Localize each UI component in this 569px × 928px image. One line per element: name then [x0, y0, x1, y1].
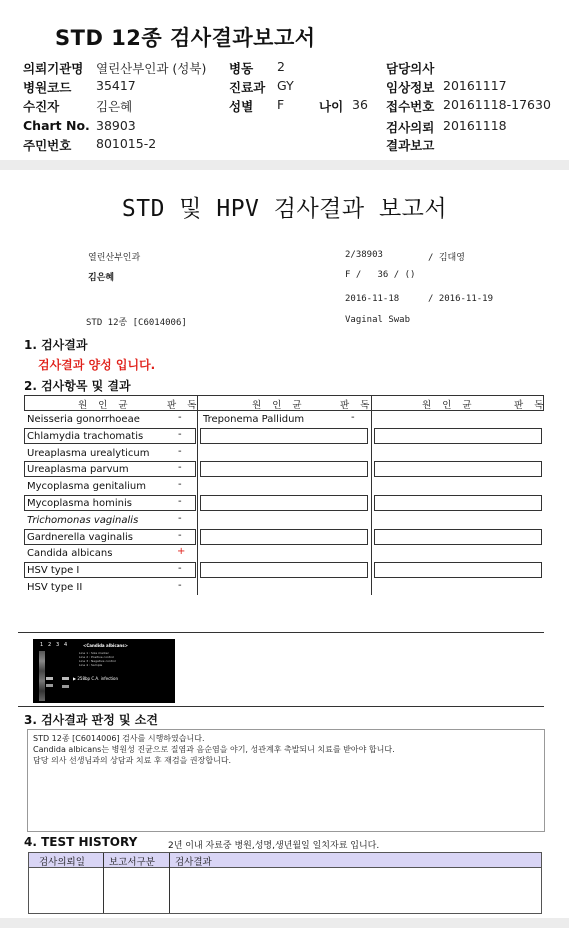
- age-label: 나이: [319, 99, 344, 114]
- pathogen-result: -: [178, 462, 182, 473]
- history-table: [28, 852, 542, 914]
- chart-no-value: 38903: [96, 118, 136, 133]
- gel-band: [62, 685, 69, 688]
- institution-value: 열린산부인과 (성북): [96, 61, 207, 76]
- gel-band-label: ▶ 258bp C.A. infection: [73, 676, 118, 681]
- ward-value: 2: [277, 59, 285, 74]
- history-header: [29, 853, 541, 868]
- gel-band: [46, 684, 53, 687]
- pathogen-name: Mycoplasma genitalium: [27, 481, 146, 492]
- col3-judgement-header: 판 독: [514, 400, 548, 411]
- gel-band: [46, 677, 53, 680]
- gel-bottom-line: [18, 706, 544, 707]
- gel-legend-line: Line 3 : Negative control: [79, 659, 116, 663]
- section1-result: 검사결과 양성 입니다.: [38, 358, 156, 372]
- empty-result-box: [374, 529, 542, 545]
- pathogen-result: -: [178, 513, 182, 524]
- report-date-received: 2016-11-18: [345, 294, 400, 304]
- report-sex-age: F / 36 / (): [345, 270, 416, 280]
- pathogen-result: -: [178, 563, 182, 574]
- pathogen-name: Mycoplasma hominis: [27, 498, 132, 509]
- empty-result-box: [374, 495, 542, 511]
- pathogen-result: -: [178, 479, 182, 490]
- marker-lane: [39, 651, 45, 701]
- ward-label: 병동: [229, 61, 254, 76]
- history-col-result: 검사결과: [175, 857, 212, 868]
- pathogen-result: -: [178, 446, 182, 457]
- report-header-title: STD 12종 검사결과보고서: [55, 26, 316, 50]
- col1-pathogen-header: 원 인 균: [78, 400, 132, 411]
- report-date-reported: / 2016-11-19: [428, 294, 494, 304]
- sex-label: 성별: [229, 99, 254, 114]
- col2-pathogen-header: 원 인 균: [252, 400, 306, 411]
- clinical-info-label: 임상정보: [386, 80, 435, 95]
- report-ward-chart: 2/38903: [345, 250, 383, 260]
- table-left-edge: [24, 395, 25, 411]
- dept-value: GY: [277, 78, 294, 93]
- opinion-line: Candida albicans는 병원성 진균으로 질염과 음순염을 야기, 성관계후 촉발되니 치료를 받아야 합니다.: [33, 745, 395, 754]
- gel-image: [33, 639, 175, 703]
- sex-value: F: [277, 97, 285, 112]
- lane-number: 1: [40, 642, 44, 648]
- pathogen-name-positive: Candida albicans: [27, 548, 113, 559]
- section4-note: 2년 이내 자료중 병원,성명,생년월일 일치자료 입니다.: [168, 841, 380, 851]
- gel-legend-line: Line 2 : Positive control: [79, 655, 114, 659]
- hospital-code-value: 35417: [96, 78, 136, 93]
- empty-result-box: [200, 495, 368, 511]
- clinical-info-value: 20161117: [443, 78, 507, 93]
- request-date-label: 검사의뢰: [386, 120, 435, 135]
- empty-result-box: [200, 428, 368, 444]
- id-label: 주민번호: [23, 138, 72, 153]
- pathogen-result: -: [178, 530, 182, 541]
- pathogen-name: Neisseria gonorrhoeae: [27, 414, 140, 425]
- patient-value: 김은혜: [96, 99, 133, 114]
- section-divider: [0, 160, 569, 170]
- table-divider-2: [371, 395, 372, 595]
- institution-label: 의뢰기관명: [23, 61, 84, 76]
- pathogen-name: Trichomonas vaginalis: [27, 515, 139, 526]
- result-report-label: 결과보고: [386, 138, 435, 153]
- empty-result-box: [374, 428, 542, 444]
- empty-result-box: [200, 461, 368, 477]
- lane-number: 2: [48, 642, 52, 648]
- pathogen-name: Treponema Pallidum: [203, 414, 305, 425]
- chart-no-label: Chart No.: [23, 118, 90, 133]
- section3-title: 3. 검사결과 판정 및 소견: [24, 713, 158, 727]
- report-doctor: / 김대영: [428, 253, 465, 263]
- report-clinic: 열린산부인과: [88, 253, 141, 263]
- col2-judgement-header: 판 독: [340, 400, 374, 411]
- opinion-box: [27, 729, 545, 832]
- pathogen-name: Gardnerella vaginalis: [27, 532, 133, 543]
- gel-legend-line: Line 1 : Size marker: [79, 651, 109, 655]
- pathogen-name: HSV type II: [27, 582, 83, 593]
- lane-number: 3: [56, 642, 60, 648]
- pathogen-name: Chlamydia trachomatis: [27, 431, 144, 442]
- opinion-line: 담당 의사 선생님과의 상담과 치료 후 재검을 권장합니다.: [33, 756, 232, 765]
- pathogen-name: HSV type I: [27, 565, 80, 576]
- history-col-report-type: 보고서구분: [109, 857, 155, 868]
- col1-judgement-header: 판 독: [167, 400, 201, 411]
- history-col-divider: [103, 853, 104, 913]
- gel-legend-line: Line 4 : Sample: [79, 663, 103, 667]
- request-date-value: 20161118: [443, 118, 507, 133]
- pathogen-name: Ureaplasma urealyticum: [27, 448, 150, 459]
- footer-band: [0, 918, 569, 928]
- section2-title: 2. 검사항목 및 결과: [24, 379, 131, 393]
- gel-top-line: [18, 632, 544, 633]
- dept-label: 진료과: [229, 80, 266, 95]
- lane-number: 4: [64, 642, 68, 648]
- pathogen-result: -: [178, 496, 182, 507]
- report-title: STD 및 HPV 검사결과 보고서: [121, 196, 448, 222]
- empty-result-box: [200, 562, 368, 578]
- gel-title: <Candida albicans>: [83, 643, 128, 648]
- id-value: 801015-2: [96, 136, 157, 151]
- opinion-line: STD 12종 [C6014006] 검사를 시행하였습니다.: [33, 734, 205, 743]
- hospital-code-label: 병원코드: [23, 80, 72, 95]
- gel-band: [62, 677, 69, 680]
- empty-result-box: [200, 529, 368, 545]
- section4-title: 4. TEST HISTORY: [24, 835, 138, 849]
- pathogen-result: -: [351, 412, 355, 423]
- receipt-no-value: 20161118-17630: [443, 97, 551, 112]
- age-value: 36: [352, 97, 368, 112]
- pathogen-result-positive: +: [177, 546, 186, 557]
- pathogen-result: -: [178, 580, 182, 591]
- history-col-divider: [169, 853, 170, 913]
- pathogen-result: -: [178, 429, 182, 440]
- doctor-label: 담당의사: [386, 61, 435, 76]
- empty-result-box: [374, 461, 542, 477]
- table-divider-1: [197, 395, 198, 595]
- report-test-name: STD 12종 [C6014006]: [86, 318, 187, 328]
- table-top-line: [24, 395, 544, 396]
- report-specimen: Vaginal Swab: [345, 315, 411, 325]
- col3-pathogen-header: 원 인 균: [422, 400, 476, 411]
- history-col-request-date: 검사의뢰일: [39, 857, 85, 868]
- empty-result-box: [374, 562, 542, 578]
- report-patient: 김은혜: [88, 273, 115, 283]
- pathogen-result: -: [178, 412, 182, 423]
- receipt-no-label: 접수번호: [386, 99, 435, 114]
- patient-label: 수진자: [23, 99, 60, 114]
- pathogen-name: Ureaplasma parvum: [27, 464, 129, 475]
- section1-title: 1. 검사결과: [24, 338, 88, 352]
